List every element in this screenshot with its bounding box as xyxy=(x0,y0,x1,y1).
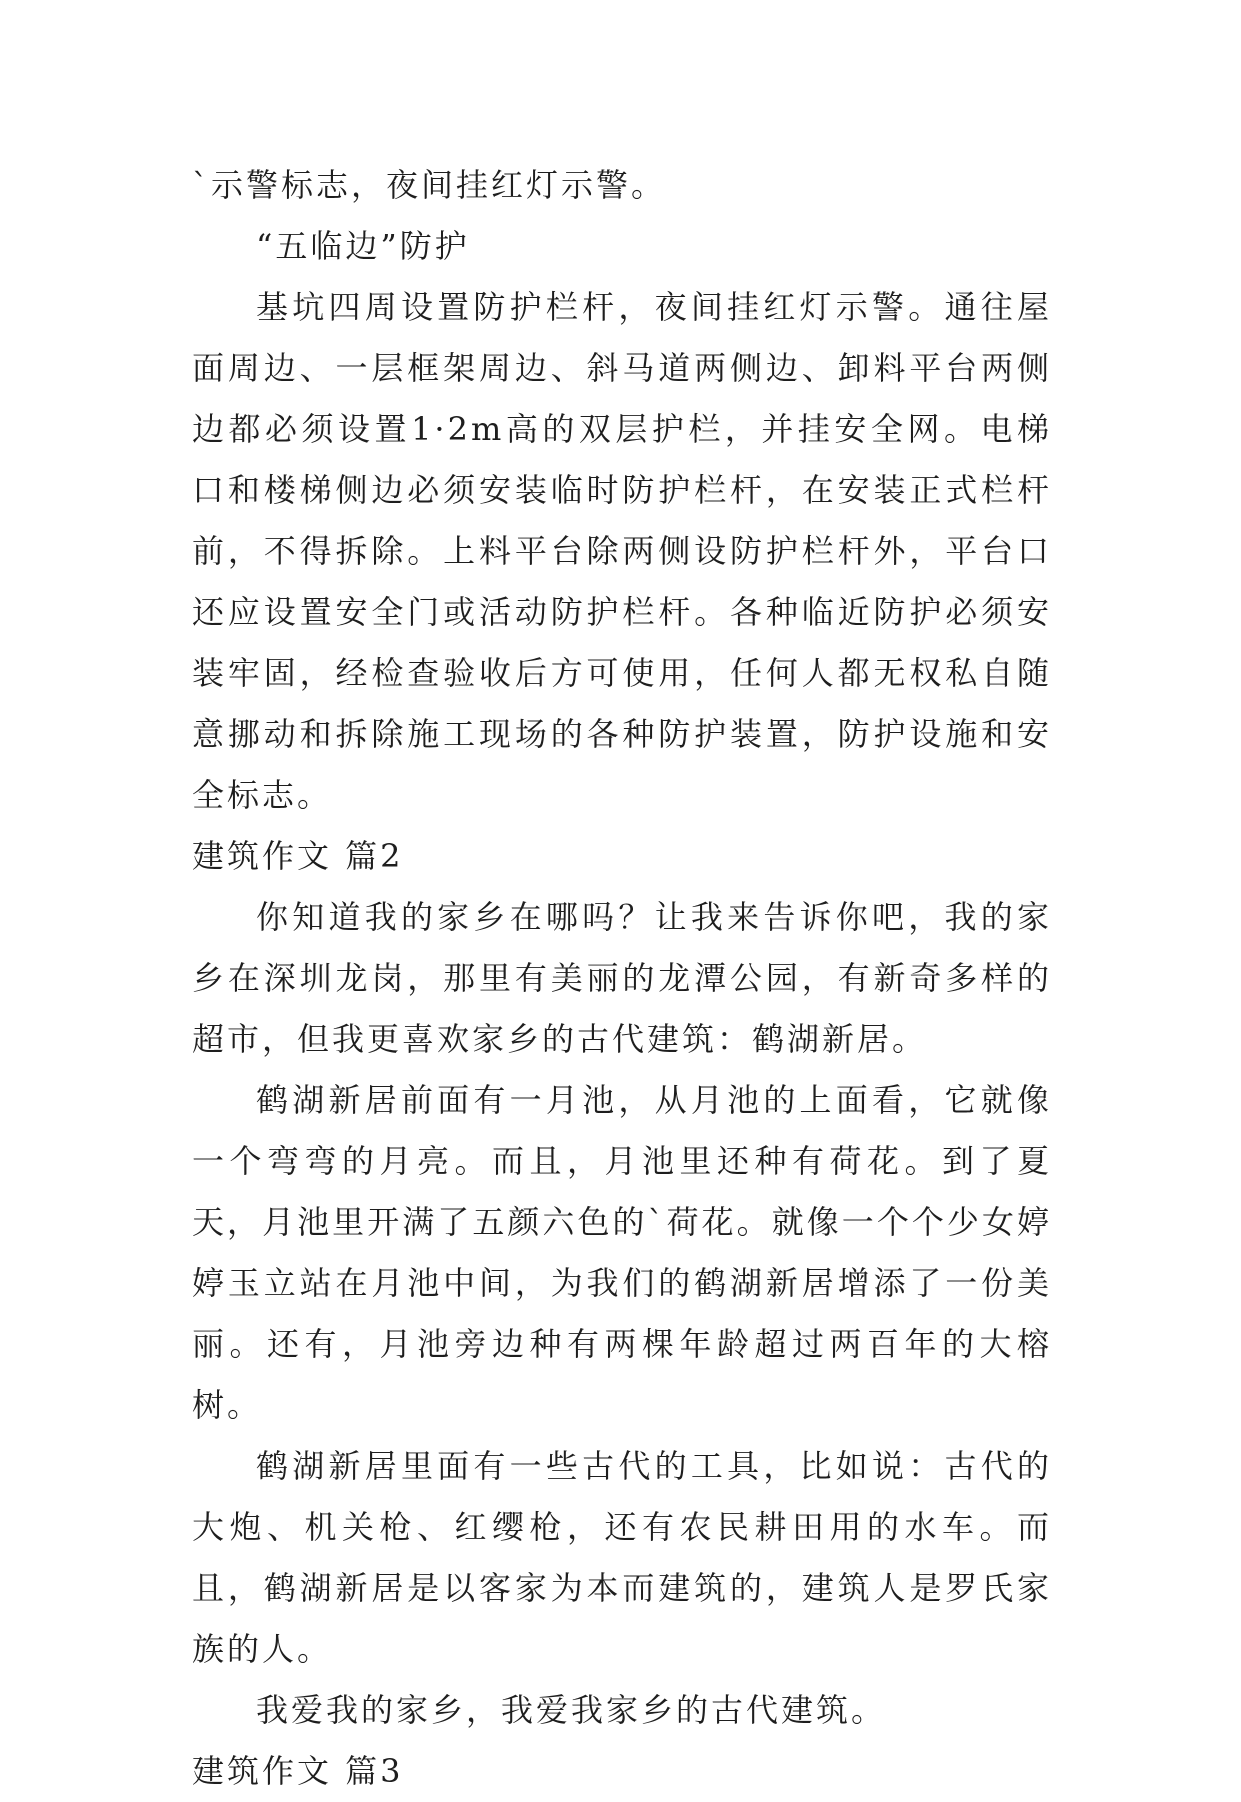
body-paragraph: 你知道我的家乡在哪吗？让我来告诉你吧，我的家乡在深圳龙岗，那里有美丽的龙潭公园，有新奇多样的超市，但我更喜欢家乡的古代建筑：鹤湖新居。 xyxy=(192,898,1052,1058)
continuation-paragraph: `示警标志，夜间挂红灯示警。 xyxy=(192,166,667,204)
body-paragraph: 基坑四周设置防护栏杆，夜间挂红灯示警。通往屋面周边、一层框架周边、斜马道两侧边、卸料平台两侧边都必须设置1·2m高的双层护栏，并挂安全网。电梯口和楼梯侧边必须安装临时防护栏杆，在安装正式栏杆前，不得拆除。上料平台除两侧设防护栏杆外，平台口还应设置安全门或活动防护栏杆。各种临近防护必须安装牢固，经检查验收后方可使用，任何人都无权私自随意挪动和拆除施工现场的各种防护装置，防护设施和安全标志。 xyxy=(192,288,1052,814)
essay-heading: 建筑作文 篇2 xyxy=(192,837,404,875)
body-paragraph: 鹤湖新居里面有一些古代的工具，比如说：古代的大炮、机关枪、红缨枪，还有农民耕田用的水车。而且，鹤湖新居是以客家为本而建筑的，建筑人是罗氏家族的人。 xyxy=(192,1447,1052,1668)
document-body xyxy=(192,155,1052,1802)
section-subheading: “五临边”防护 xyxy=(256,227,470,265)
body-paragraph: 我爱我的家乡，我爱我家乡的古代建筑。 xyxy=(256,1691,887,1729)
essay-heading: 建筑作文 篇3 xyxy=(192,1752,404,1790)
body-paragraph: 鹤湖新居前面有一月池，从月池的上面看，它就像一个弯弯的月亮。而且，月池里还种有荷花。到了夏天，月池里开满了五颜六色的`荷花。就像一个个少女婷婷玉立站在月池中间，为我们的鹤湖新居增添了一份美丽。还有，月池旁边种有两棵年龄超过两百年的大榕树。 xyxy=(192,1081,1052,1424)
